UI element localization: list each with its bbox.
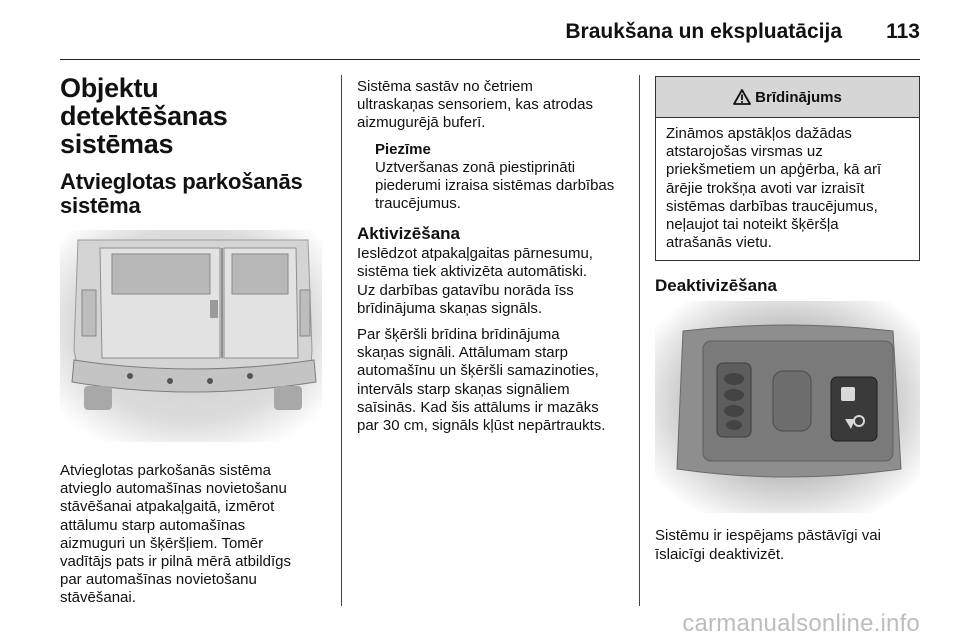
column-1 bbox=[60, 74, 328, 608]
switch-panel-illustration bbox=[655, 301, 920, 513]
note-block bbox=[375, 141, 625, 214]
column-divider-right bbox=[639, 75, 640, 606]
column-3 bbox=[655, 76, 920, 564]
warning-triangle-icon bbox=[733, 89, 751, 105]
activation-paragraph-1: Ieslēdzot atpakaļgaitas pārnesumu, sistēma tiek aktivizēta automātiski. Uz darbības gatavību norāda īss brīdinājuma skaņas signāls. bbox=[357, 245, 593, 317]
subsection-title: Atvieglotas parkošanās sistēma bbox=[60, 169, 303, 218]
warning-title: Brīdinājums bbox=[755, 88, 842, 106]
column-2 bbox=[357, 78, 625, 435]
deactivation-title: Deaktivizēšana bbox=[655, 276, 777, 296]
warning-header bbox=[656, 77, 919, 118]
parking-assist-description: Atvieglotas parkošanās sistēma atvieglo automašīnas novietošanu stāvēšanai atpakaļgaitā, izmērot attālumu starp automašīnas aizmuguri un šķēršļiem. Tomēr vadītājs pats ir pilnā mērā atbildīgs par automašīnas novietošanu stāvēšanai. bbox=[60, 462, 291, 607]
header-divider bbox=[60, 59, 920, 60]
warning-text: Zināmos apstākļos dažādas atstarojošas virsmas uz priekšmetiem un apģērba, kā arī ārējie trokšņa avoti var izraisīt sistēmas darbības traucējumus, neļaujot tai noteikt šķēršļa atrašanās vietu. bbox=[666, 125, 882, 252]
activation-title: Aktivizēšana bbox=[357, 224, 460, 244]
warning-body bbox=[656, 118, 919, 260]
section-title: Objektu detektēšanas sistēmas bbox=[60, 73, 228, 159]
column-divider-left bbox=[341, 75, 342, 606]
note-text: Uztveršanas zonā piestiprināti piederumi izraisa sistēmas darbības traucējumus. bbox=[375, 158, 615, 213]
warning-box bbox=[655, 76, 920, 261]
watermark: carmanualsonline.info bbox=[682, 610, 920, 637]
deactivation-switch-panel-image bbox=[655, 301, 920, 513]
note-label: Piezīme bbox=[375, 140, 431, 158]
page-number: 113 bbox=[886, 20, 920, 43]
activation-paragraph-2: Par šķēršli brīdina brīdinājuma skaņas signāli. Attālumam starp automašīnu un šķēršli samazinoties, intervāls starp skaņas signāliem saīsinās. Kad šis attālums ir mazāks par 30 cm, signāls kļūst nepārtraukts. bbox=[357, 326, 606, 435]
page-header-title: Braukšana un ekspluatācija bbox=[565, 20, 842, 43]
sensors-intro: Sistēma sastāv no četriem ultraskaņas sensoriem, kas atrodas aizmugurējā buferī. bbox=[357, 78, 593, 132]
van-rear-illustration bbox=[60, 230, 322, 442]
rear-bumper-sensors-image bbox=[60, 230, 322, 442]
deactivation-text: Sistēmu ir iespējams pāstāvīgi vai īslaicīgi deaktivizēt. bbox=[655, 527, 881, 563]
